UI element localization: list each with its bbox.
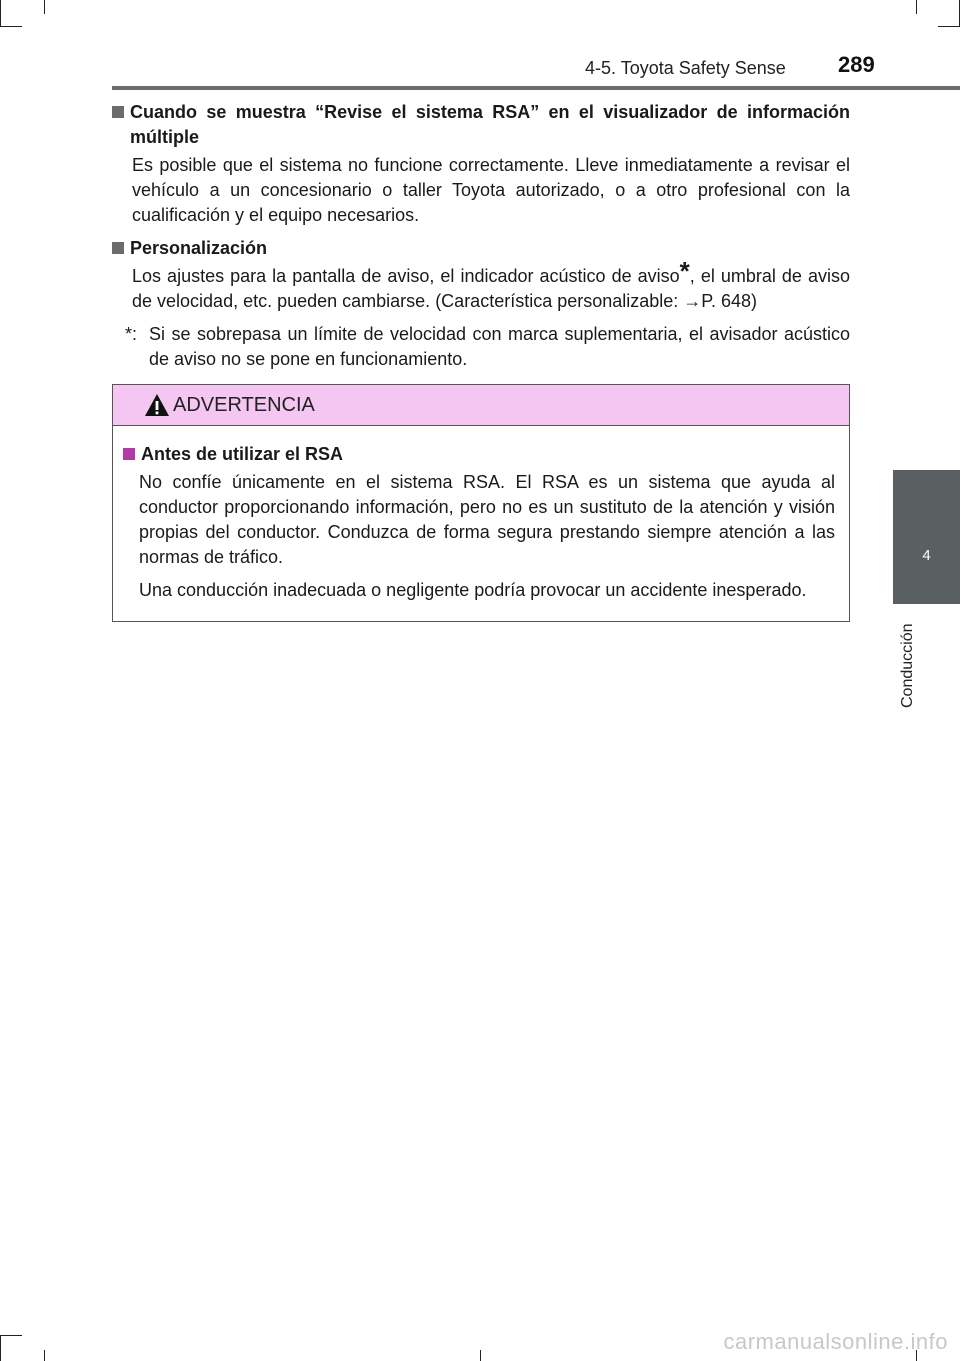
crop-mark (0, 0, 1, 26)
crop-mark (938, 26, 960, 27)
header-rule (112, 86, 960, 90)
crop-mark (0, 26, 22, 27)
page-number: 289 (838, 52, 875, 77)
paragraph-text: , el umbral de aviso de velocidad, etc. pueden cambiarse. (Característica personalizable: →P. 648) (132, 266, 850, 311)
warning-heading (123, 442, 835, 467)
main-content (112, 100, 850, 372)
chapter-label-text: Conducción (899, 623, 916, 708)
crop-mark (0, 1335, 22, 1336)
paragraph: Es posible que el sistema no funcione correctamente. Lleve inmediatamente a revisar el vehículo a un concesionario o taller Toyota autorizado, o a otro profesional con la cualificación y el equipo necesarios. (132, 155, 850, 225)
square-bullet-icon (123, 448, 135, 460)
paragraph: No confíe únicamente en el sistema RSA. El RSA es un sistema que ayuda al conductor proporcionando información, pero no es un sustituto de la atención y visión propias del conductor. Conduzca de forma segura prestando siempre atención a las normas de tráfico. (139, 472, 835, 567)
warning-body (123, 442, 835, 603)
crop-mark (0, 1335, 1, 1361)
square-bullet-icon (112, 106, 124, 118)
chapter-number: 4 (922, 547, 931, 564)
footnote (125, 322, 850, 372)
footnote-mark: *: (125, 324, 138, 344)
warning-triangle-icon (144, 393, 170, 417)
warning-header (113, 385, 849, 426)
heading-text: Personalización (130, 238, 268, 258)
footnote-text: Si se sobrepasa un límite de velocidad con marca suplementaria, el avisador acústico de aviso no se pone en funcionamiento. (149, 324, 850, 369)
footnote-asterisk: * (679, 256, 690, 286)
site-watermark: carmanualsonline.info (723, 1329, 948, 1354)
heading-text: Antes de utilizar el RSA (141, 444, 344, 464)
crop-mark (480, 1350, 481, 1361)
section-heading (112, 236, 850, 261)
chapter-label (897, 616, 923, 708)
paragraph: Una conducción inadecuada o negligente podría provocar un accidente inesperado. (139, 580, 807, 600)
section-title: 4-5. Toyota Safety Sense (585, 58, 786, 78)
crop-mark (916, 0, 917, 14)
section-heading (112, 100, 850, 150)
paragraph-text: Los ajustes para la pantalla de aviso, el indicador acústico de aviso (132, 266, 680, 286)
crop-mark (44, 0, 45, 14)
paragraph (132, 256, 850, 314)
crop-mark (44, 1350, 45, 1361)
square-bullet-icon (112, 242, 124, 254)
warning-box (112, 384, 850, 622)
heading-text: Cuando se muestra “Revise el sistema RSA” en el visualizador de información múltiple (130, 102, 850, 147)
chapter-tab (893, 470, 960, 604)
warning-title: ADVERTENCIA (173, 394, 315, 416)
